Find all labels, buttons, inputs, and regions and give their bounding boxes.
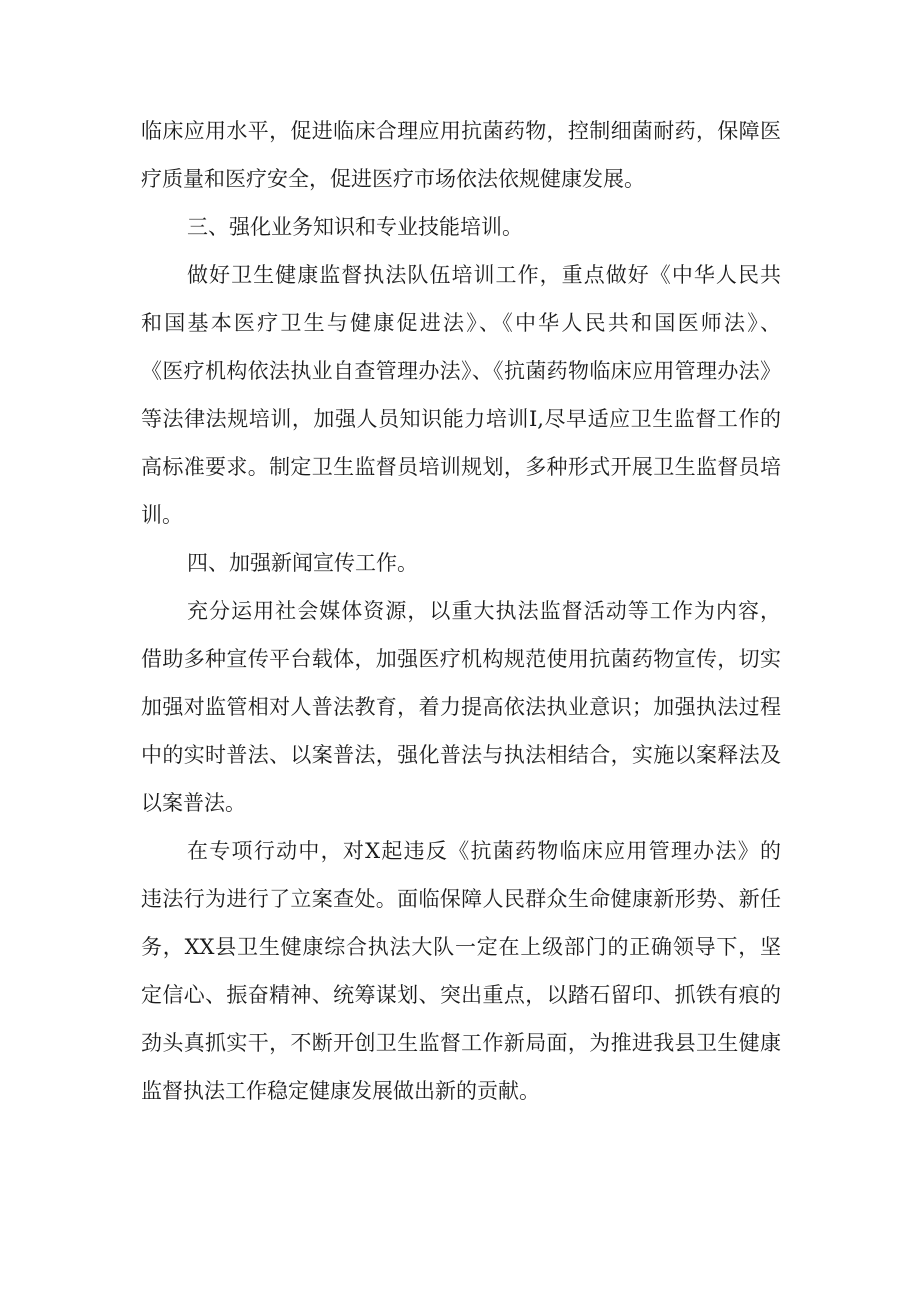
paragraph-line: 训。 (141, 503, 183, 527)
section-heading: 三、强化业务知识和专业技能培训。 (187, 215, 523, 239)
paragraph-line: 定信心、振奋精神、统筹谋划、突出重点，以踏石留印、抓铁有痕的 (141, 983, 781, 1007)
paragraph-line: 高标准要求。制定卫生监督员培训规划，多种形式开展卫生监督员培 (141, 455, 781, 479)
paragraph-line: 务，XX县卫生健康综合执法大队一定在上级部门的正确领导下，坚 (141, 935, 781, 959)
paragraph-line: 监督执法工作稳定健康发展做出新的贡献。 (141, 1079, 540, 1103)
document-body (141, 114, 781, 1122)
paragraph-line: 违法行为进行了立案查处。面临保障人民群众生命健康新形势、新任 (141, 887, 781, 911)
paragraph-line: 在专项行动中，对X起违反《抗菌药物临床应用管理办法》的 (187, 839, 781, 863)
paragraph-line: 劲头真抓实干，不断开创卫生监督工作新局面，为推进我县卫生健康 (141, 1031, 781, 1055)
paragraph-line: 临床应用水平，促进临床合理应用抗菌药物，控制细菌耐药，保障医 (141, 119, 781, 143)
paragraph-line: 疗质量和医疗安全，促进医疗市场依法依规健康发展。 (141, 167, 645, 191)
paragraph-line: 等法律法规培训，加强人员知识能力培训I,尽早适应卫生监督工作的 (141, 407, 781, 431)
paragraph-line: 加强对监管相对人普法教育，着力提高依法执业意识；加强执法过程 (141, 695, 781, 719)
paragraph-line: 《医疗机构依法执业自查管理办法》、《抗菌药物临床应用管理办法》 (141, 359, 781, 383)
section-heading: 四、加强新闻宣传工作。 (187, 551, 418, 575)
paragraph-line: 借助多种宣传平台载体，加强医疗机构规范使用抗菌药物宣传，切实 (141, 647, 781, 671)
paragraph-line: 中的实时普法、以案普法，强化普法与执法相结合，实施以案释法及 (141, 743, 781, 767)
paragraph-line: 以案普法。 (141, 791, 246, 815)
paragraph-line: 充分运用社会媒体资源，以重大执法监督活动等工作为内容， (187, 599, 781, 623)
paragraph-line: 和国基本医疗卫生与健康促进法》、《中华人民共和国医师法》、 (141, 311, 781, 335)
paragraph-line: 做好卫生健康监督执法队伍培训工作，重点做好《中华人民共 (187, 263, 781, 287)
